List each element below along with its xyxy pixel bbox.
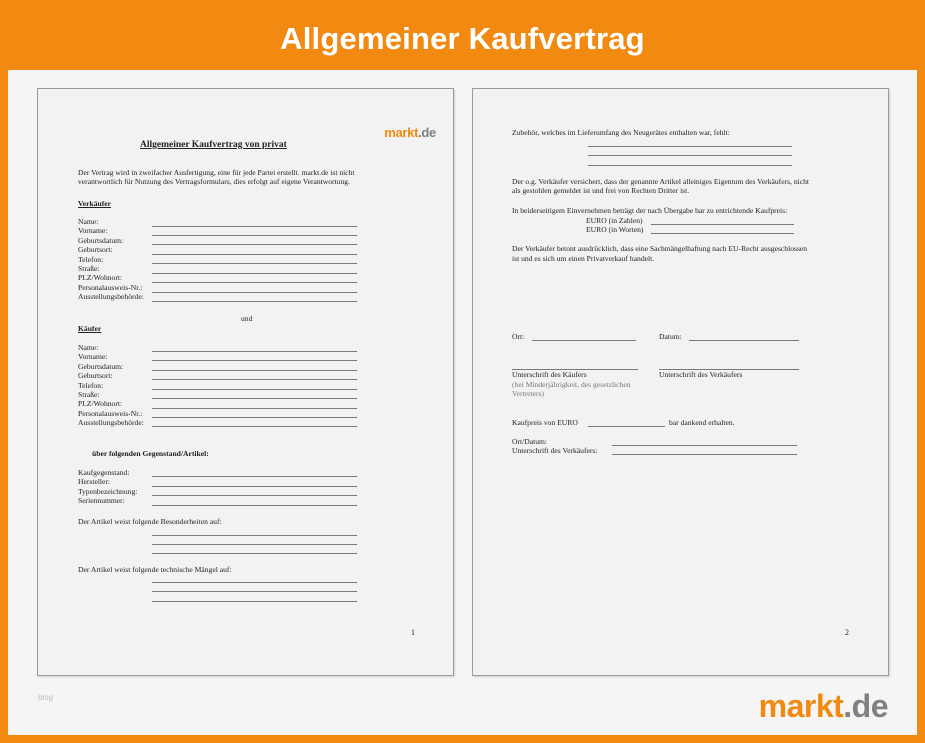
receipt-amount-line[interactable]: [588, 426, 665, 427]
seller-street-line[interactable]: [152, 273, 357, 274]
price-words-line[interactable]: [651, 233, 794, 234]
item-heading: über folgenden Gegenstand/Artikel:: [92, 449, 209, 458]
price-numbers-line[interactable]: [651, 224, 794, 225]
place-line[interactable]: [532, 340, 636, 341]
warranty-line-2: als gestohlen gemeldet ist und frei von Rechten Dritter ist.: [512, 186, 690, 195]
seller-field-label: PLZ/Wohnort:: [78, 273, 123, 283]
buyer-field-label: Ausstellungsbehörde:: [78, 418, 144, 428]
buyer-birthplace-line[interactable]: [152, 379, 357, 380]
place-label: Ort:: [512, 332, 525, 341]
accessories-line-1[interactable]: [588, 146, 792, 147]
minor-note-line-1: (bei Minderjährigkeit, des gesetzlichen: [512, 380, 631, 389]
item-field-label: Typenbezeichnung:: [78, 486, 138, 496]
features-line-2[interactable]: [152, 544, 357, 545]
header-banner: [8, 8, 917, 70]
features-line-1[interactable]: [152, 535, 357, 536]
date-label: Datum:: [659, 332, 682, 341]
buyer-authority-line[interactable]: [152, 426, 357, 427]
buyer-field-label: Straße:: [78, 389, 100, 399]
defects-line-2[interactable]: [152, 591, 357, 592]
features-line-3[interactable]: [152, 553, 357, 554]
seller-phone-line[interactable]: [152, 263, 357, 264]
contract-page-2: [472, 88, 889, 676]
buyer-name-line[interactable]: [152, 351, 357, 352]
seller-firstname-line[interactable]: [152, 235, 357, 236]
seller-city-line[interactable]: [152, 282, 357, 283]
buyer-field-label: Personalausweis-Nr.:: [78, 408, 143, 418]
page-title: Allgemeiner Kaufvertrag: [280, 21, 645, 56]
seller-signature-2-line[interactable]: [612, 454, 797, 455]
seller-id-line[interactable]: [152, 292, 357, 293]
place-date-line[interactable]: [612, 445, 797, 446]
buyer-city-line[interactable]: [152, 408, 357, 409]
minor-note-line-2: Vertreters): [512, 389, 545, 398]
price-numbers-label: EURO (in Zahlen): [586, 216, 643, 225]
markt-logo-small: markt.de: [384, 125, 436, 140]
disclaimer-line-1: Der Verkäufer betont ausdrücklich, dass eine Sachmängelhaftung nach EU-Recht ausgeschlossen: [512, 244, 808, 253]
markt-logo: markt.de: [758, 688, 888, 724]
buyer-id-line[interactable]: [152, 417, 357, 418]
item-manufacturer-line[interactable]: [152, 486, 357, 487]
seller-field-label: Vorname:: [78, 226, 108, 236]
date-line[interactable]: [689, 340, 799, 341]
document-title: Allgemeiner Kaufvertrag von privat: [140, 140, 287, 150]
seller-field-label: Telefon:: [78, 254, 104, 264]
blog-label: blog: [38, 693, 54, 702]
features-label: Der Artikel weist folgende Besonderheiten auf:: [78, 517, 222, 526]
seller-field-label: Geburtsdatum:: [78, 235, 124, 245]
item-object-line[interactable]: [152, 476, 357, 477]
seller-signature-2-label: Unterschrift des Verkäufers:: [512, 446, 598, 455]
warranty-line-1: Der o.g. Verkäufer versichert, dass der genannte Artikel alleiniges Eigentum des Verkäufers, nicht: [512, 177, 810, 186]
seller-birthdate-line[interactable]: [152, 244, 357, 245]
buyer-birthdate-line[interactable]: [152, 370, 357, 371]
accessories-line-3[interactable]: [588, 165, 792, 166]
seller-signature-label: Unterschrift des Verkäufers: [659, 370, 743, 379]
buyer-field-label: Name:: [78, 343, 99, 352]
buyer-heading: Käufer: [78, 324, 102, 333]
accessories-label: Zubehör, welches im Lieferumfang des Neugerätes enthalten war, fehlt:: [512, 128, 730, 137]
seller-field-label: Ausstellungsbehörde:: [78, 292, 144, 302]
defects-label: Der Artikel weist folgende technische Mängel auf:: [78, 565, 232, 574]
contract-page-1: [37, 88, 454, 676]
item-field-labels: [78, 468, 137, 506]
buyer-field-label: Vorname:: [78, 352, 108, 362]
buyer-field-label: PLZ/Wohnort:: [78, 399, 123, 409]
disclaimer-line-2: ist und es sich um einen Privatverkauf handelt.: [512, 254, 655, 263]
buyer-field-labels: [78, 343, 144, 428]
buyer-phone-line[interactable]: [152, 389, 357, 390]
item-field-label: Hersteller:: [78, 477, 111, 487]
seller-birthplace-line[interactable]: [152, 254, 357, 255]
intro-line-2: verantwortlich für Nutzung des Vertragsformulars, dies erfolgt auf eigene Verantwortung.: [78, 177, 350, 186]
page-number: 1: [411, 628, 415, 637]
seller-name-line[interactable]: [152, 226, 357, 227]
price-intro: In beiderseitigem Einvernehmen beträgt der nach Übergabe bar zu entrichtende Kaufpreis:: [512, 206, 788, 215]
buyer-field-label: Geburtsdatum:: [78, 361, 124, 371]
price-words-label: EURO (in Worten): [586, 225, 644, 234]
seller-field-label: Personalausweis-Nr.:: [78, 282, 143, 292]
place-date-label: Ort/Datum:: [512, 437, 548, 446]
seller-heading: Verkäufer: [78, 199, 112, 208]
buyer-field-label: Telefon:: [78, 380, 104, 390]
seller-field-labels: [78, 217, 144, 302]
seller-field-label: Straße:: [78, 263, 100, 273]
receipt-prefix: Kaufpreis von EURO: [512, 418, 578, 427]
seller-field-label: Geburtsort:: [78, 245, 113, 255]
buyer-firstname-line[interactable]: [152, 360, 357, 361]
buyer-street-line[interactable]: [152, 398, 357, 399]
seller-authority-line[interactable]: [152, 301, 357, 302]
intro-line-1: Der Vertrag wird in zweifacher Ausfertigung, eine für jede Partei erstellt. markt.de ist nicht: [78, 168, 355, 177]
buyer-signature-label: Unterschrift des Käufers: [512, 370, 587, 379]
and-label: und: [241, 314, 253, 323]
item-field-label: Kaufgegenstand:: [78, 468, 130, 477]
seller-field-label: Name:: [78, 217, 99, 226]
receipt-suffix: bar dankend erhalten.: [669, 418, 735, 427]
buyer-field-label: Geburtsort:: [78, 371, 113, 381]
page-number: 2: [845, 628, 849, 637]
item-serial-line[interactable]: [152, 505, 357, 506]
defects-line-3[interactable]: [152, 601, 357, 602]
item-type-line[interactable]: [152, 495, 357, 496]
item-field-label: Seriennummer:: [78, 496, 125, 506]
defects-line-1[interactable]: [152, 582, 357, 583]
accessories-line-2[interactable]: [588, 155, 792, 156]
